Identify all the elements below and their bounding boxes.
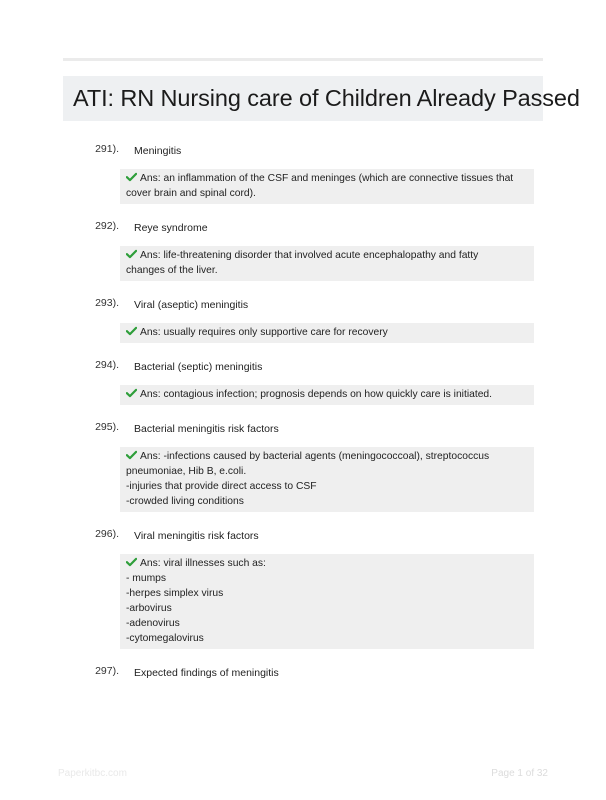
answer-box <box>120 323 534 343</box>
answer-box <box>120 447 534 512</box>
answer-text: Ans: life-threatening disorder that involved acute encephalopathy and fatty <box>140 250 479 261</box>
answer-line: -adenovirus <box>126 618 180 629</box>
question-row <box>63 356 543 379</box>
question-item <box>63 356 543 405</box>
answer-line: cover brain and spinal cord). <box>126 188 256 199</box>
question-row <box>63 140 543 163</box>
answer-line: -arbovirus <box>126 603 172 614</box>
question-text: Viral (aseptic) meningitis <box>134 299 249 311</box>
answer-line: pneumoniae, Hib B, e.coli. <box>126 466 247 477</box>
question-number: 295). <box>95 421 119 433</box>
answer-line <box>126 387 528 402</box>
answer-line: -herpes simplex virus <box>126 588 224 599</box>
question-text: Expected findings of meningitis <box>134 667 279 679</box>
answer-text: Ans: an inflammation of the CSF and meninges (which are connective tissues that <box>140 173 514 184</box>
answer-text: Ans: usually requires only supportive care for recovery <box>140 327 388 338</box>
question-number: 291). <box>95 143 119 155</box>
answer-box <box>120 385 534 405</box>
checkmark-icon <box>126 388 137 398</box>
question-number: 296). <box>95 528 119 540</box>
question-item <box>63 525 543 649</box>
question-item <box>63 217 543 281</box>
question-list <box>63 140 543 698</box>
question-text: Reye syndrome <box>134 222 208 234</box>
question-row <box>63 294 543 317</box>
question-item <box>63 662 543 685</box>
page-title: ATI: RN Nursing care of Children Already Passed <box>73 85 580 111</box>
answer-line <box>126 449 528 464</box>
page-number: Page 1 of 32 <box>491 768 548 779</box>
checkmark-icon <box>126 557 137 567</box>
answer-line <box>126 171 528 186</box>
question-row <box>63 525 543 548</box>
answer-line <box>126 248 528 263</box>
checkmark-icon <box>126 450 137 460</box>
answer-line: -injuries that provide direct access to CSF <box>126 481 317 492</box>
checkmark-icon <box>126 172 137 182</box>
answer-text: Ans: viral illnesses such as: <box>140 558 266 569</box>
answer-text: Ans: -infections caused by bacterial agents (meningococcoal), streptococcus <box>140 451 490 462</box>
question-number: 292). <box>95 220 119 232</box>
answer-line: -cytomegalovirus <box>126 633 204 644</box>
checkmark-icon <box>126 326 137 336</box>
question-number: 293). <box>95 297 119 309</box>
question-text: Viral meningitis risk factors <box>134 530 259 542</box>
checkmark-icon <box>126 249 137 259</box>
answer-line: changes of the liver. <box>126 265 218 276</box>
question-number: 294). <box>95 359 119 371</box>
question-number: 297). <box>95 665 119 677</box>
answer-line <box>126 325 528 340</box>
answer-box <box>120 169 534 204</box>
question-row <box>63 418 543 441</box>
question-text: Bacterial meningitis risk factors <box>134 423 279 435</box>
answer-line <box>126 556 528 571</box>
question-item <box>63 294 543 343</box>
title-banner <box>63 76 580 121</box>
question-item <box>63 140 543 204</box>
question-row <box>63 217 543 240</box>
footer-watermark: Paperkitbc.com <box>58 768 127 779</box>
question-text: Meningitis <box>134 145 182 157</box>
question-row <box>63 662 543 685</box>
answer-box <box>120 554 534 649</box>
top-divider <box>63 58 543 61</box>
answer-text: Ans: contagious infection; prognosis depends on how quickly care is initiated. <box>140 389 493 400</box>
answer-line: -crowded living conditions <box>126 496 244 507</box>
answer-box <box>120 246 534 281</box>
question-item <box>63 418 543 512</box>
question-text: Bacterial (septic) meningitis <box>134 361 263 373</box>
answer-line: - mumps <box>126 573 167 584</box>
